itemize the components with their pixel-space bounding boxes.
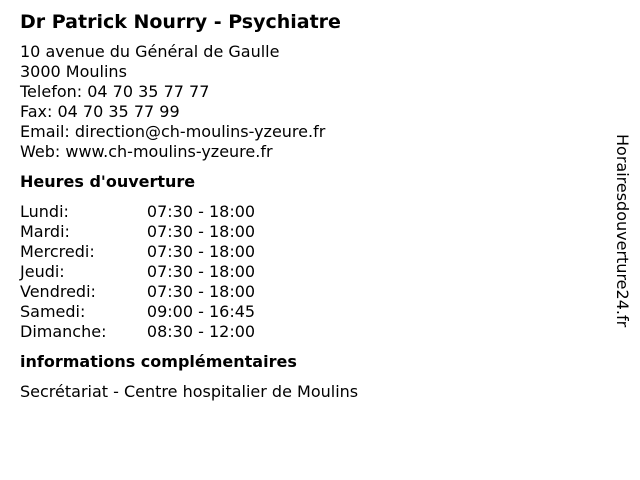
day-label: Mardi: (20, 222, 70, 241)
day-label: Samedi: (20, 302, 86, 321)
time-range: 07:30 - 18:00 (146, 242, 256, 261)
site-watermark: Horairesdouverture24.fr (613, 134, 632, 328)
opening-hours-heading: Heures d'ouverture (20, 172, 196, 191)
page-title: Dr Patrick Nourry - Psychiatre (20, 11, 341, 33)
day-label: Jeudi: (20, 262, 65, 281)
additional-info-text: Secrétariat - Centre hospitalier de Moulins (20, 382, 359, 401)
city-postcode: 3000 Moulins (20, 62, 127, 81)
time-range: 07:30 - 18:00 (146, 262, 256, 281)
hours-row-friday (20, 282, 264, 302)
business-card (20, 10, 600, 402)
time-range: 08:30 - 12:00 (146, 322, 256, 341)
fax-number: Fax: 04 70 35 77 99 (20, 102, 180, 121)
hours-row-monday (20, 202, 264, 222)
day-label: Vendredi: (20, 282, 96, 301)
time-range: 09:00 - 16:45 (146, 302, 256, 321)
day-label: Dimanche: (20, 322, 107, 341)
additional-info-heading: informations complémentaires (20, 352, 297, 371)
hours-row-sunday (20, 322, 264, 342)
contact-block (20, 42, 600, 162)
hours-row-wednesday (20, 242, 264, 262)
phone-number[interactable]: Telefon: 04 70 35 77 77 (20, 82, 210, 101)
time-range: 07:30 - 18:00 (146, 202, 256, 221)
day-label: Lundi: (20, 202, 69, 221)
day-label: Mercredi: (20, 242, 95, 261)
hours-row-saturday (20, 302, 264, 322)
time-range: 07:30 - 18:00 (146, 222, 256, 241)
hours-row-tuesday (20, 222, 264, 242)
website-link[interactable]: Web: www.ch-moulins-yzeure.fr (20, 142, 273, 161)
email-address[interactable]: Email: direction@ch-moulins-yzeure.fr (20, 122, 326, 141)
street-address: 10 avenue du Général de Gaulle (20, 42, 280, 61)
hours-row-thursday (20, 262, 264, 282)
time-range: 07:30 - 18:00 (146, 282, 256, 301)
opening-hours-table (20, 202, 264, 342)
